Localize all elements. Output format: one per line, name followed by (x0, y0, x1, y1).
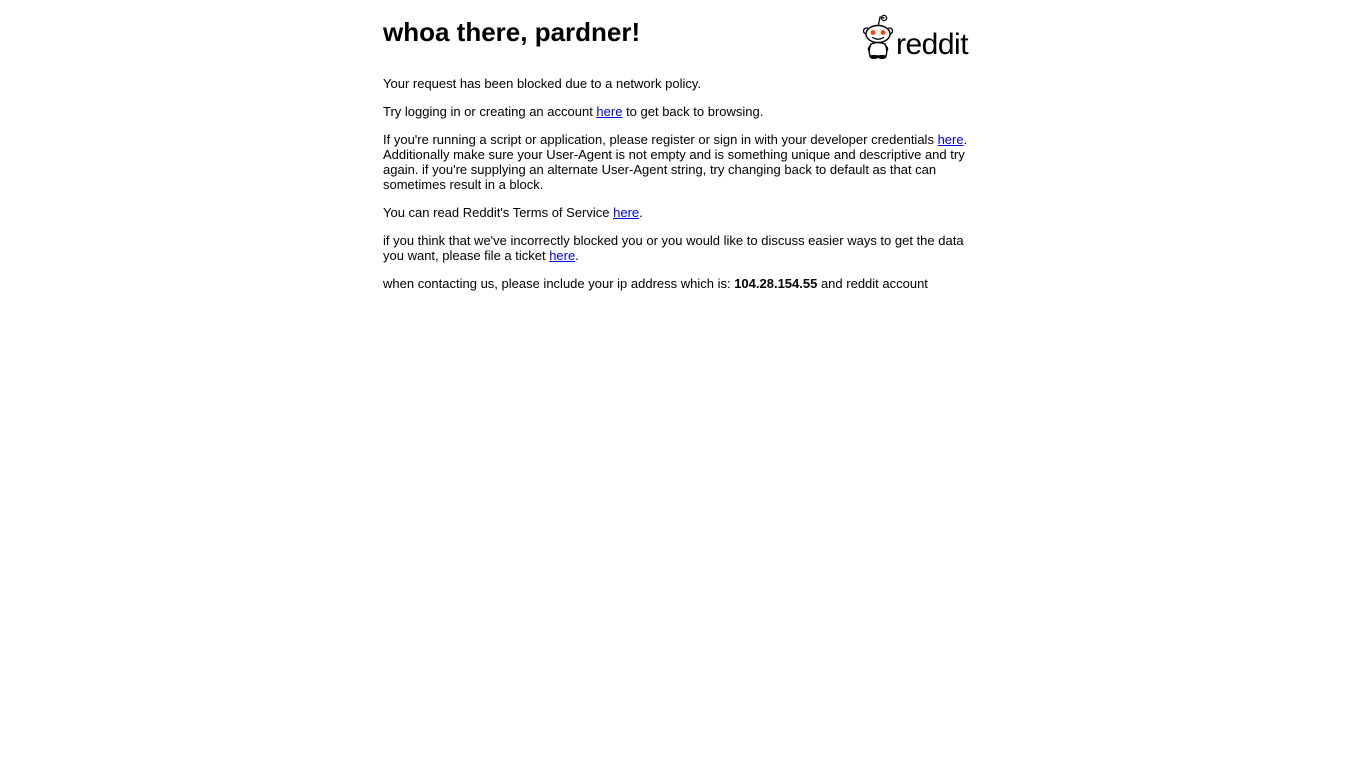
ticket-text: if you think that we've incorrectly blocked you or you would like to discuss easier ways to get the data you want, please file a ticket (383, 233, 964, 263)
header (383, 0, 977, 62)
blocked-notice: Your request has been blocked due to a network policy. (383, 76, 701, 91)
login-link[interactable]: here (596, 104, 623, 119)
login-text: Try logging in or creating an account (383, 104, 597, 119)
ticket-text-after: . (575, 248, 579, 263)
contact-paragraph (383, 276, 977, 291)
snoo-icon (864, 15, 893, 59)
terms-paragraph (383, 205, 977, 220)
reddit-wordmark: reddit (896, 28, 969, 60)
terms-text-after: . (639, 205, 643, 220)
contact-text: when contacting us, please include your ip address which is: (383, 276, 735, 291)
terms-of-service-link[interactable]: here (613, 205, 640, 220)
terms-text: You can read Reddit's Terms of Service (383, 205, 614, 220)
ip-address: 104.28.154.55 (734, 276, 818, 291)
page-title: whoa there, pardner! (383, 17, 641, 47)
file-ticket-link[interactable]: here (549, 248, 576, 263)
developer-paragraph (383, 132, 977, 192)
developer-credentials-link[interactable]: here (937, 132, 964, 147)
page-container (383, 0, 977, 304)
login-paragraph (383, 104, 977, 119)
login-text-after: to get back to browsing. (622, 104, 764, 119)
message-body (383, 62, 977, 291)
contact-text-after: and reddit account (817, 276, 928, 291)
ticket-paragraph (383, 233, 977, 263)
developer-text: If you're running a script or application, please register or sign in with your developer credentials (383, 132, 938, 147)
reddit-logo (863, 14, 977, 60)
developer-text-after: . Additionally make sure your User-Agent is not empty and is something unique and descriptive and try again. if you're supplying an alternate User-Agent string, try changing back to default as that can sometimes result in a block. (383, 132, 968, 192)
